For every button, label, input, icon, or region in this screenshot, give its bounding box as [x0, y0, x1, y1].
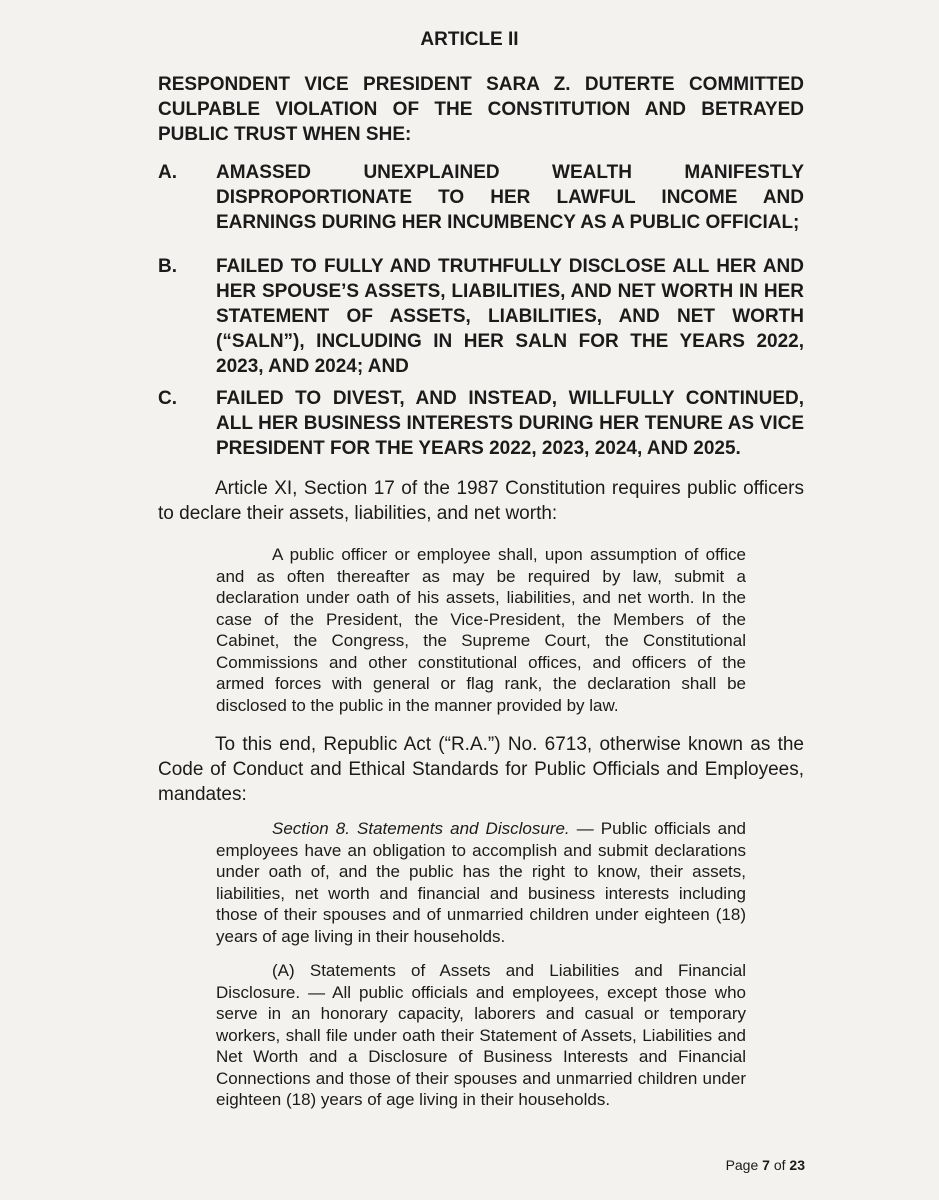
- charge-item-c: [158, 386, 804, 461]
- item-text: AMASSED UNEXPLAINED WEALTH MANIFESTLY DISPROPORTIONATE TO HER LAWFUL INCOME AND EARNINGS DURING HER INCUMBENCY AS A PUBLIC OFFICIAL;: [216, 162, 804, 233]
- item-letter: C.: [158, 388, 177, 409]
- body-paragraph: Article XI, Section 17 of the 1987 Constitution requires public officers to declare their assets, liabilities, and net worth:: [158, 478, 804, 524]
- article-title: ARTICLE II: [420, 29, 519, 50]
- body-paragraph: To this end, Republic Act (“R.A.”) No. 6713, otherwise known as the Code of Conduct and Ethical Standards for Public Officials and Employees, mandates:: [158, 734, 804, 805]
- of-label: of: [773, 1157, 786, 1173]
- page-total: 23: [789, 1157, 805, 1173]
- item-letter: A.: [158, 162, 177, 183]
- item-text: FAILED TO FULLY AND TRUTHFULLY DISCLOSE ALL HER AND HER SPOUSE’S ASSETS, LIABILITIES, AND NET WORTH IN HER STATEMENT OF ASSETS, LIABILITIES, AND NET WORTH (“SALN”), INCLUDING IN HER SALN FOR THE YEARS 2022, 2023, AND 2024; AND: [216, 256, 804, 377]
- charge-item-b: [158, 254, 804, 379]
- item-text: FAILED TO DIVEST, AND INSTEAD, WILLFULLY CONTINUED, ALL HER BUSINESS INTERESTS DURING HER TENURE AS VICE PRESIDENT FOR THE YEARS 2022, 2023, 2024, AND 2025.: [216, 388, 804, 459]
- block-quote-constitution: A public officer or employee shall, upon assumption of office and as often thereafter as may be required by law, submit a declaration under oath of his assets, liabilities, and net worth. In the case of the President, the Vice-President, the Members of the Cabinet, the Congress, the Supreme Court, the Constitutional Commissions and other constitutional offices, and officers of the armed forces with general or flag rank, the declaration shall be disclosed to the public in the manner provided by law.: [216, 545, 746, 715]
- page-number: 7: [762, 1157, 770, 1173]
- page-label: Page: [725, 1157, 759, 1173]
- block-quote-subsection-a: (A) Statements of Assets and Liabilities and Financial Disclosure. — All public officials and employees, except those who serve in an honorary capacity, laborers and casual or temporary workers, shall file under oath their Statement of Assets, Liabilities and Net Worth and a Disclosure of Business Interests and Financial Connections and those of their spouses and unmarried children under eighteen (18) years of age living in their households.: [216, 961, 746, 1109]
- page-number-footer: [726, 1156, 805, 1174]
- section-title: Section 8. Statements and Disclosure.: [272, 819, 570, 838]
- charge-item-a: [158, 160, 804, 235]
- block-quote-section-8: [216, 818, 746, 947]
- item-letter: B.: [158, 256, 177, 277]
- section-body: — Public officials and employees have an obligation to accomplish and submit declarations under oath of, and the public has the right to know, their assets, liabilities, net worth and financial and business interests including those of their spouses and of unmarried children under eighteen (18) years of age living in their households.: [216, 819, 747, 946]
- article-heading: RESPONDENT VICE PRESIDENT SARA Z. DUTERTE COMMITTED CULPABLE VIOLATION OF THE CONSTITUTION AND BETRAYED PUBLIC TRUST WHEN SHE:: [158, 74, 804, 145]
